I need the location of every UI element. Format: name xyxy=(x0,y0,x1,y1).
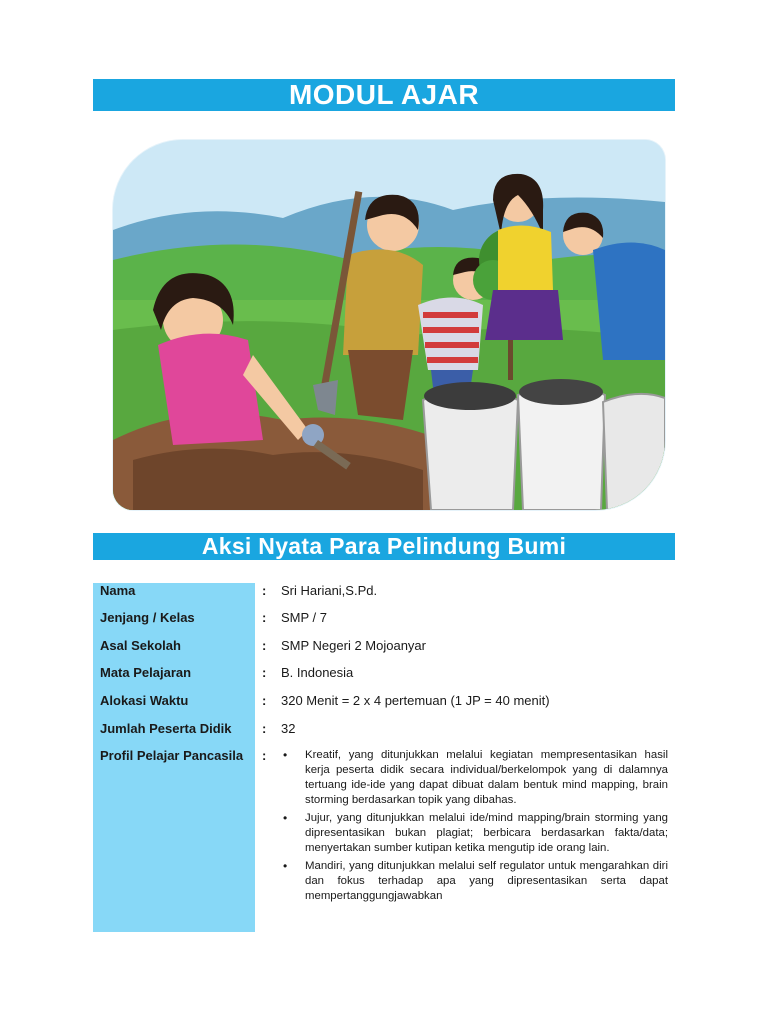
bullet-dot-icon: • xyxy=(283,859,288,873)
list-item-text: Mandiri, yang ditunjukkan melalui self regulator untuk mengarahkan diri dan fokus terhadap apa yang dipresentasikan serta dapat mempertanggungjawabkan xyxy=(305,860,668,902)
info-value: SMP / 7 xyxy=(281,610,328,625)
info-colon: : xyxy=(262,693,267,708)
info-value: B. Indonesia xyxy=(281,665,354,680)
info-label: Jumlah Peserta Didik xyxy=(100,721,232,736)
list-item xyxy=(281,859,668,904)
info-value: 32 xyxy=(281,721,296,736)
info-value: SMP Negeri 2 Mojoanyar xyxy=(281,638,426,653)
info-label: Alokasi Waktu xyxy=(100,693,189,708)
info-label: Mata Pelajaran xyxy=(100,665,192,680)
cover-illustration xyxy=(113,140,665,510)
info-value: 320 Menit = 2 x 4 pertemuan (1 JP = 40 menit) xyxy=(281,693,550,708)
info-value: Sri Hariani,S.Pd. xyxy=(281,583,378,598)
info-colon: : xyxy=(262,583,267,598)
list-item-text: Kreatif, yang ditunjukkan melalui kegiatan mempresentasikan hasil kerja peserta didik secara individual/berkelompok yang di dalamnya tertuang ide-ide yang dapat dibuat dalam bentuk mind mapping, brain storming berdasarkan topik yang dibahas. xyxy=(305,749,668,806)
module-subtitle: Aksi Nyata Para Pelindung Bumi xyxy=(93,533,675,560)
module-title: MODUL AJAR xyxy=(93,79,675,111)
info-label: Jenjang / Kelas xyxy=(100,610,195,625)
info-label: Asal Sekolah xyxy=(100,638,181,653)
list-item-text: Jujur, yang ditunjukkan melalui ide/mind mapping/brain storming yang dipresentasikan bukan plagiat; berbicara berdasarkan fakta/data; menyertakan sumber kutipan ketika mengutip ide orang lain. xyxy=(305,812,668,854)
info-label: Nama xyxy=(100,583,136,598)
profil-bullet-list xyxy=(281,748,668,907)
info-colon: : xyxy=(262,610,267,625)
info-colon: : xyxy=(262,638,267,653)
bullet-dot-icon: • xyxy=(283,811,288,825)
info-colon: : xyxy=(262,665,267,680)
info-label: Profil Pelajar Pancasila xyxy=(100,748,244,763)
list-item xyxy=(281,811,668,856)
info-colon: : xyxy=(262,721,267,736)
info-colon: : xyxy=(262,748,267,763)
list-item xyxy=(281,748,668,808)
bullet-dot-icon: • xyxy=(283,748,288,762)
